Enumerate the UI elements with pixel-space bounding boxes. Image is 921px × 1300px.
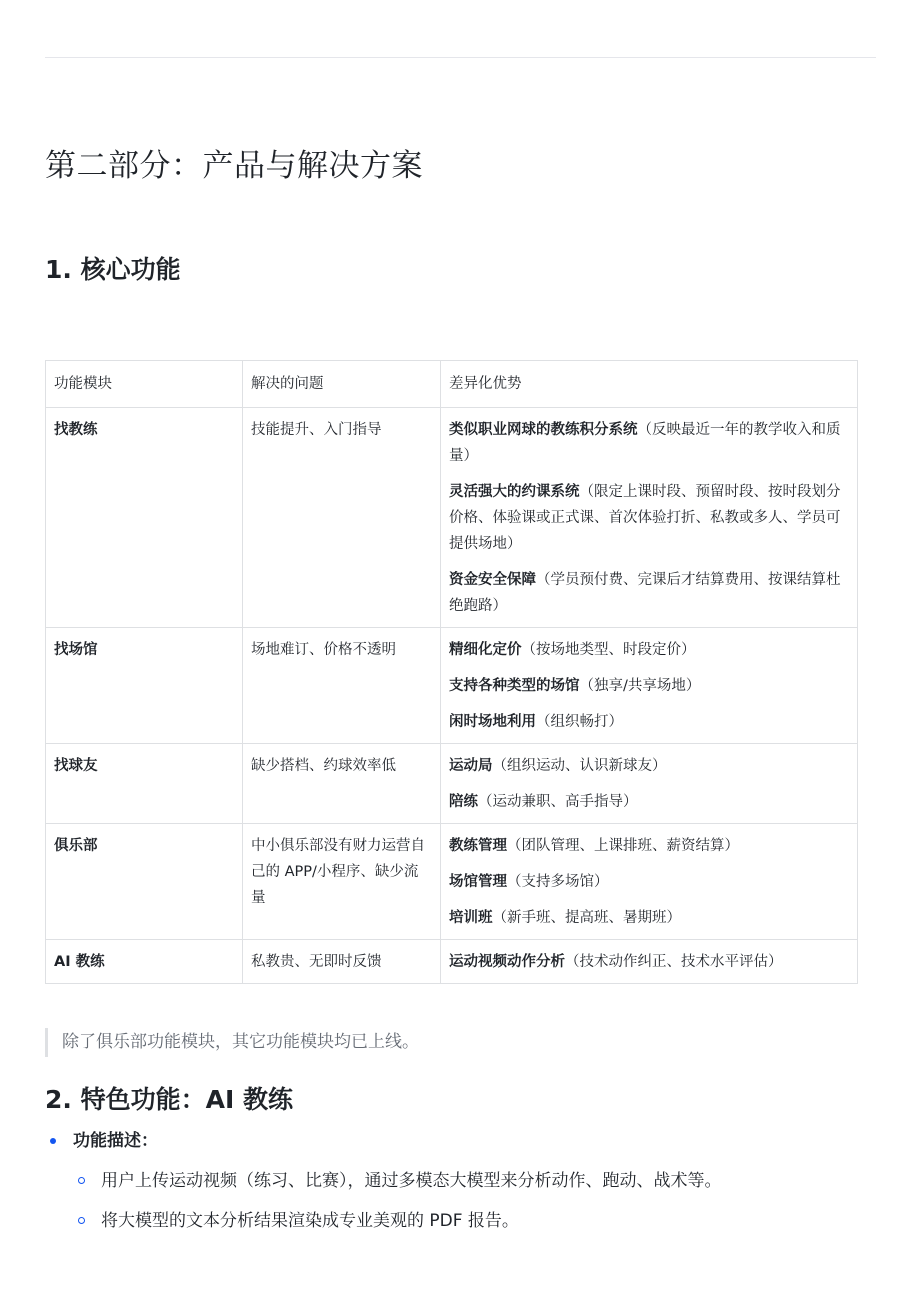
header-advantage: 差异化优势 (441, 361, 858, 408)
table-row (46, 408, 858, 628)
advantage-item (449, 673, 849, 699)
advantage-detail: （运动兼职、高手指导） (478, 794, 638, 810)
list-item (73, 1167, 722, 1195)
advantage-item (449, 753, 849, 779)
advantage-title: 资金安全保障 (449, 572, 536, 588)
note-blockquote: 除了俱乐部功能模块，其它功能模块均已上线。 (45, 1028, 419, 1057)
problem-cell: 缺少搭档、约球效率低 (243, 744, 441, 824)
module-cell: 找教练 (46, 408, 243, 628)
advantage-title: 运动局 (449, 758, 493, 774)
section-title-ai-coach: 2. 特色功能：AI 教练 (45, 1085, 293, 1114)
bullet-ring-icon (78, 1177, 85, 1184)
advantage-item (449, 417, 849, 469)
section-title-core-features: 1. 核心功能 (45, 255, 181, 284)
header-module: 功能模块 (46, 361, 243, 408)
problem-cell: 技能提升、入门指导 (243, 408, 441, 628)
advantage-detail: （团队管理、上课排班、薪资结算） (507, 838, 739, 854)
advantage-cell (441, 628, 858, 744)
table-row (46, 824, 858, 940)
advantage-cell (441, 824, 858, 940)
top-divider (45, 57, 876, 58)
advantage-detail: （限定上课时段、预留时段、按时段划分价格、体验课或正式课、首次体验打折、私教或多人、学员可提供场地） (449, 484, 841, 552)
table-header-row (46, 361, 858, 408)
advantage-item (449, 905, 849, 931)
advantage-detail: （学员预付费、完课后才结算费用、按课结算杜绝跑路） (449, 572, 841, 614)
advantage-title: 精细化定价 (449, 642, 522, 658)
problem-cell: 私教贵、无即时反馈 (243, 940, 441, 984)
advantage-detail: （反映最近一年的教学收入和质量） (449, 422, 841, 464)
list-item (73, 1207, 722, 1235)
advantage-title: 培训班 (449, 910, 493, 926)
feature-description-label: 功能描述： (73, 1131, 158, 1151)
table-row (46, 628, 858, 744)
advantage-title: 教练管理 (449, 838, 507, 854)
advantage-cell (441, 408, 858, 628)
advantage-cell (441, 744, 858, 824)
module-cell: AI 教练 (46, 940, 243, 984)
bullet-ring-icon (78, 1217, 85, 1224)
module-cell: 俱乐部 (46, 824, 243, 940)
advantage-item (449, 949, 849, 975)
advantage-cell (441, 940, 858, 984)
feature-item-text: 将大模型的文本分析结果渲染成专业美观的 PDF 报告。 (101, 1211, 519, 1231)
table-row (46, 940, 858, 984)
feature-item-text: 用户上传运动视频（练习、比赛），通过多模态大模型来分析动作、跑动、战术等。 (101, 1171, 722, 1191)
advantage-item (449, 709, 849, 735)
advantage-title: 陪练 (449, 794, 478, 810)
advantage-title: 闲时场地利用 (449, 714, 536, 730)
advantage-title: 场馆管理 (449, 874, 507, 890)
advantage-title: 灵活强大的约课系统 (449, 484, 580, 500)
advantage-item (449, 869, 849, 895)
advantage-title: 类似职业网球的教练积分系统 (449, 422, 638, 438)
problem-cell: 场地难订、价格不透明 (243, 628, 441, 744)
advantage-item (449, 637, 849, 663)
part-title: 第二部分：产品与解决方案 (45, 148, 423, 184)
problem-cell: 中小俱乐部没有财力运营自己的 APP/小程序、缺少流量 (243, 824, 441, 940)
advantage-title: 运动视频动作分析 (449, 954, 565, 970)
table-row (46, 744, 858, 824)
header-problem: 解决的问题 (243, 361, 441, 408)
advantage-detail: （独享/共享场地） (579, 678, 701, 694)
module-cell: 找球友 (46, 744, 243, 824)
core-features-table (45, 360, 858, 984)
advantage-detail: （按场地类型、时段定价） (521, 642, 696, 658)
feature-list (45, 1127, 722, 1247)
advantage-item (449, 789, 849, 815)
list-item (45, 1127, 722, 1235)
advantage-detail: （组织畅打） (536, 714, 623, 730)
module-cell: 找场馆 (46, 628, 243, 744)
advantage-item (449, 833, 849, 859)
advantage-title: 支持各种类型的场馆 (449, 678, 580, 694)
feature-sublist (73, 1167, 722, 1235)
advantage-detail: （支持多场馆） (507, 874, 609, 890)
advantage-detail: （技术动作纠正、技术水平评估） (565, 954, 783, 970)
advantage-item (449, 479, 849, 557)
advantage-detail: （组织运动、认识新球友） (492, 758, 667, 774)
bullet-dot-icon (50, 1138, 56, 1144)
advantage-item (449, 567, 849, 619)
advantage-detail: （新手班、提高班、暑期班） (492, 910, 681, 926)
